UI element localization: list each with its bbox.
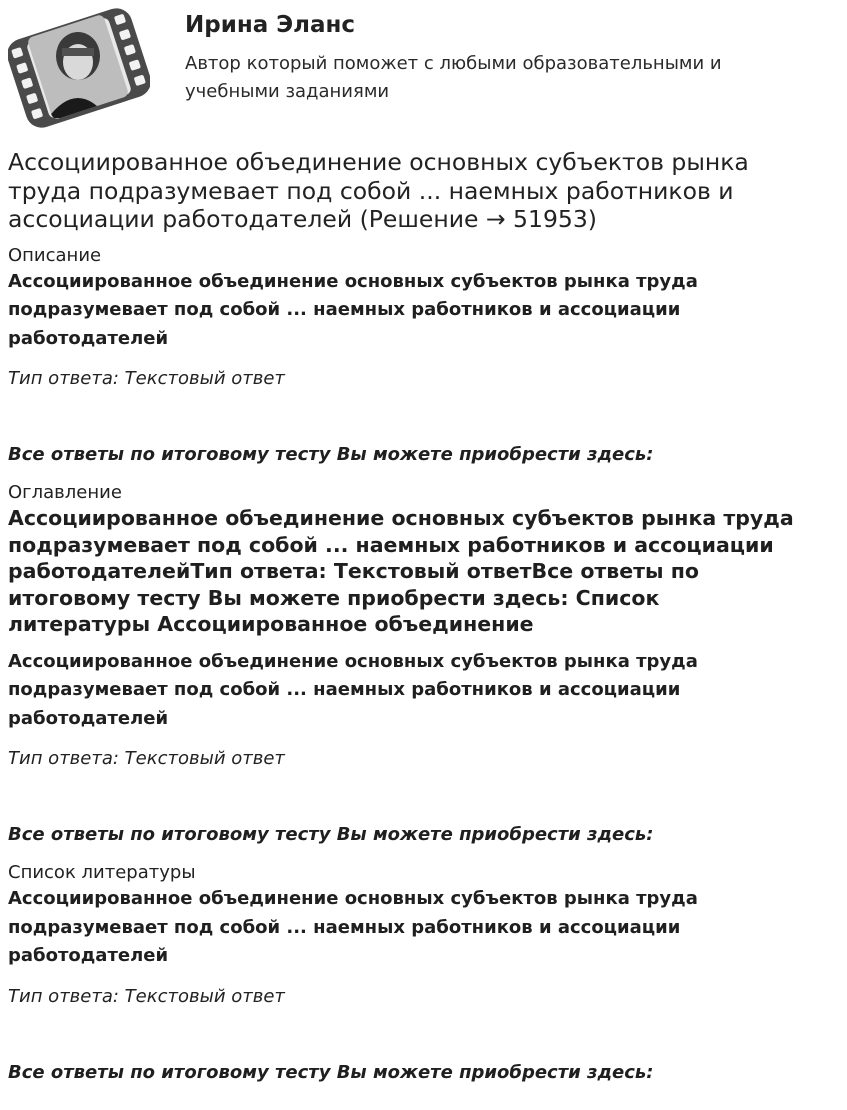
- literature-answer-type: Тип ответа: Текстовый ответ: [8, 985, 285, 1007]
- description-answer-type: Тип ответа: Текстовый ответ: [8, 368, 285, 389]
- description-label: Описание: [8, 244, 102, 266]
- author-description: Автор который поможет с любыми образовательными и учебными заданиями: [185, 53, 722, 102]
- toc-buy-note: Все ответы по итоговому тесту Вы можете приобрести здесь:: [8, 824, 654, 845]
- page-title: Ассоциированное объединение основных субъектов рынка труда подразумевает под собой ... наемных работников и ассоциации работодателей (Решение → 51953): [8, 148, 749, 233]
- description-buy-note: Все ответы по итоговому тесту Вы можете приобрести здесь:: [8, 444, 654, 465]
- literature-label: Список литературы: [8, 862, 196, 883]
- film-frame-portrait-icon: [8, 8, 150, 128]
- description-question: Ассоциированное объединение основных субъектов рынка труда подразумевает под собой ... наемных работников и ассоциации работодателей: [8, 270, 698, 349]
- document-content: [8, 148, 798, 1085]
- toc-summary: Ассоциированное объединение основных субъектов рынка труда подразумевает под собой ... наемных работников и ассоциации работодателейТип ответа: Текстовый ответВсе ответы по итоговому тесту Вы можете приобрести здесь: Список литературы Ассоциированное объединение: [8, 506, 794, 636]
- author-card: [8, 8, 838, 128]
- toc-answer-type: Тип ответа: Текстовый ответ: [8, 748, 285, 769]
- literature-question: Ассоциированное объединение основных субъектов рынка труда подразумевает под собой ... наемных работников и ассоциации работодателей: [8, 888, 698, 966]
- author-name: Ирина Эланс: [185, 12, 356, 38]
- toc-question: Ассоциированное объединение основных субъектов рынка труда подразумевает под собой ... наемных работников и ассоциации работодателей: [8, 650, 698, 729]
- literature-buy-note: Все ответы по итоговому тесту Вы можете приобрести здесь:: [8, 1061, 654, 1083]
- toc-label: Оглавление: [8, 482, 122, 503]
